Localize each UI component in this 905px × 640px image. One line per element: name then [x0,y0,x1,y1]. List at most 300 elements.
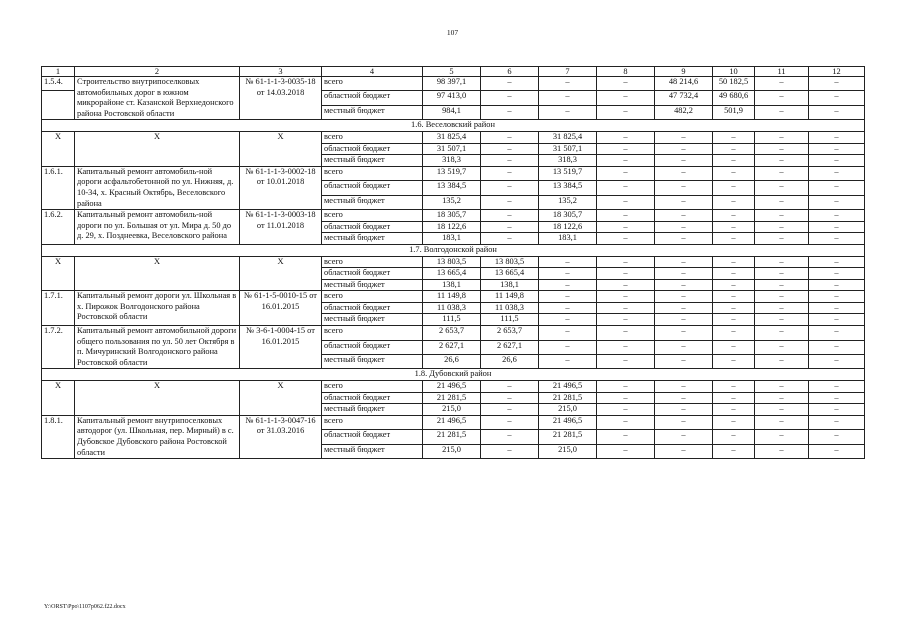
value-cell: 482,2 [655,105,713,119]
dash-cell: – [655,195,713,209]
value-cell: 13 803,5 [423,256,481,268]
value-cell: 21 496,5 [539,415,597,429]
dash-cell: – [539,77,597,91]
table-row [42,291,865,303]
budget-label: всего [322,256,423,268]
dash-cell: – [713,143,755,155]
dash-cell: – [755,210,809,222]
dash-cell: – [809,444,865,458]
value-cell: 21 281,5 [423,430,481,444]
dash-cell: – [539,291,597,303]
dash-cell: – [597,314,655,326]
dash-cell: – [655,291,713,303]
dash-cell: – [655,221,713,233]
dash-cell: – [755,314,809,326]
dash-cell: – [481,392,539,404]
dash-cell: – [755,131,809,143]
dash-cell: – [481,131,539,143]
dash-cell: – [481,430,539,444]
dash-cell: – [809,155,865,167]
expertise-doc: № 61-1-1-3-0003-18 от 11.01.2018 [240,210,322,245]
dash-cell: – [755,404,809,416]
col-header-11: 11 [755,67,809,77]
value-cell: 501,9 [713,105,755,119]
dash-cell: – [539,326,597,340]
dash-cell: – [809,131,865,143]
dash-cell: – [481,381,539,393]
budget-label: местный бюджет [322,105,423,119]
value-cell: 11 149,8 [481,291,539,303]
row-id: 1.6.1. [42,166,75,209]
col-header-5: 5 [423,67,481,77]
dash-cell: – [655,302,713,314]
section-header-row [42,369,865,381]
value-cell: 26,6 [423,354,481,368]
dash-cell: – [713,444,755,458]
value-cell: 135,2 [423,195,481,209]
value-cell: 98 397,1 [423,77,481,91]
expertise-doc: № 3-6-1-0004-15 от 16.01.2015 [240,326,322,369]
dash-cell: – [755,181,809,195]
row-id: 1.7.2. [42,326,75,369]
dash-cell: – [655,181,713,195]
value-cell: 2 627,1 [481,340,539,354]
expertise-doc: № 61-1-1-3-0002-18 от 10.01.2018 [240,166,322,209]
dash-cell: – [481,404,539,416]
dash-cell: – [809,181,865,195]
dash-cell: – [755,105,809,119]
value-cell: 13 519,7 [539,166,597,180]
budget-label: областной бюджет [322,143,423,155]
dash-cell: – [713,131,755,143]
dash-cell: – [539,302,597,314]
dash-cell: – [597,221,655,233]
dash-cell: – [809,256,865,268]
table-cell [42,91,75,105]
dash-cell: – [755,91,809,105]
budget-label: всего [322,291,423,303]
x-cell: Х [240,131,322,166]
budget-label: областной бюджет [322,268,423,280]
value-cell: 31 507,1 [539,143,597,155]
summary-row [42,381,865,393]
dash-cell: – [755,268,809,280]
section-title: 1.8. Дубовский район [42,369,865,381]
dash-cell: – [655,166,713,180]
value-cell: 21 281,5 [423,392,481,404]
row-id: 1.6.2. [42,210,75,245]
value-cell: 18 305,7 [423,210,481,222]
program-table [41,66,865,459]
dash-cell: – [597,326,655,340]
dash-cell: – [655,210,713,222]
section-header-row [42,244,865,256]
budget-label: областной бюджет [322,340,423,354]
budget-label: местный бюджет [322,404,423,416]
dash-cell: – [713,210,755,222]
value-cell: 13 665,4 [481,268,539,280]
dash-cell: – [809,291,865,303]
dash-cell: – [655,326,713,340]
dash-cell: – [597,210,655,222]
value-cell: 318,3 [539,155,597,167]
table-row [42,415,865,429]
dash-cell: – [597,340,655,354]
dash-cell: – [755,256,809,268]
dash-cell: – [755,430,809,444]
dash-cell: – [655,233,713,245]
value-cell: 11 038,3 [423,302,481,314]
row-id: 1.5.4. [42,77,75,91]
dash-cell: – [539,314,597,326]
x-cell: Х [75,131,240,166]
dash-cell: – [539,354,597,368]
value-cell: 47 732,4 [655,91,713,105]
budget-label: областной бюджет [322,430,423,444]
budget-label: областной бюджет [322,91,423,105]
value-cell: 21 281,5 [539,392,597,404]
dash-cell: – [755,77,809,91]
x-cell: Х [42,131,75,166]
dash-cell: – [809,314,865,326]
dash-cell: – [539,279,597,291]
budget-label: местный бюджет [322,444,423,458]
table-row [42,326,865,340]
dash-cell: – [755,444,809,458]
value-cell: 21 281,5 [539,430,597,444]
dash-cell: – [655,340,713,354]
dash-cell: – [481,143,539,155]
dash-cell: – [655,143,713,155]
value-cell: 111,5 [481,314,539,326]
dash-cell: – [713,166,755,180]
value-cell: 31 825,4 [539,131,597,143]
dash-cell: – [809,105,865,119]
dash-cell: – [597,131,655,143]
dash-cell: – [481,155,539,167]
dash-cell: – [809,430,865,444]
dash-cell: – [809,91,865,105]
dash-cell: – [713,302,755,314]
dash-cell: – [539,340,597,354]
value-cell: 984,1 [423,105,481,119]
col-header-10: 10 [713,67,755,77]
value-cell: 138,1 [423,279,481,291]
dash-cell: – [481,91,539,105]
col-header-2: 2 [75,67,240,77]
value-cell: 215,0 [423,404,481,416]
col-header-4: 4 [322,67,423,77]
section-title: 1.6. Веселовский район [42,120,865,132]
value-cell: 26,6 [481,354,539,368]
dash-cell: – [809,302,865,314]
col-header-8: 8 [597,67,655,77]
dash-cell: – [655,444,713,458]
dash-cell: – [597,155,655,167]
dash-cell: – [597,256,655,268]
dash-cell: – [755,143,809,155]
value-cell: 111,5 [423,314,481,326]
dash-cell: – [713,314,755,326]
dash-cell: – [755,354,809,368]
dash-cell: – [481,195,539,209]
dash-cell: – [597,166,655,180]
dash-cell: – [713,326,755,340]
dash-cell: – [755,302,809,314]
budget-label: областной бюджет [322,302,423,314]
dash-cell: – [755,155,809,167]
dash-cell: – [481,221,539,233]
budget-label: областной бюджет [322,221,423,233]
dash-cell: – [755,326,809,340]
budget-label: всего [322,77,423,91]
value-cell: 21 496,5 [539,381,597,393]
dash-cell: – [809,166,865,180]
value-cell: 183,1 [539,233,597,245]
column-header-row [42,67,865,77]
dash-cell: – [755,381,809,393]
value-cell: 97 413,0 [423,91,481,105]
dash-cell: – [597,233,655,245]
budget-label: местный бюджет [322,233,423,245]
dash-cell: – [655,381,713,393]
value-cell: 11 038,3 [481,302,539,314]
budget-label: местный бюджет [322,354,423,368]
dash-cell: – [809,404,865,416]
dash-cell: – [809,143,865,155]
dash-cell: – [713,291,755,303]
x-cell: Х [42,256,75,291]
dash-cell: – [713,354,755,368]
dash-cell: – [597,415,655,429]
dash-cell: – [597,291,655,303]
row-id: 1.8.1. [42,415,75,458]
summary-row [42,256,865,268]
dash-cell: – [597,430,655,444]
dash-cell: – [809,415,865,429]
dash-cell: – [713,279,755,291]
value-cell: 18 305,7 [539,210,597,222]
dash-cell: – [597,105,655,119]
dash-cell: – [481,105,539,119]
dash-cell: – [809,210,865,222]
dash-cell: – [713,404,755,416]
dash-cell: – [597,392,655,404]
value-cell: 13 384,5 [539,181,597,195]
value-cell: 135,2 [539,195,597,209]
dash-cell: – [655,268,713,280]
value-cell: 11 149,8 [423,291,481,303]
dash-cell: – [481,181,539,195]
col-header-6: 6 [481,67,539,77]
dash-cell: – [809,279,865,291]
dash-cell: – [539,91,597,105]
dash-cell: – [655,256,713,268]
dash-cell: – [655,354,713,368]
value-cell: 2 653,7 [423,326,481,340]
budget-label: всего [322,326,423,340]
x-cell: Х [240,381,322,416]
value-cell: 48 214,6 [655,77,713,91]
dash-cell: – [655,415,713,429]
project-name: Капитальный ремонт внутрипоселковых автодорог (ул. Школьная, пер. Мирный) в с. Дубовское Дубовского района Ростовской области [75,415,240,458]
table-row [42,210,865,222]
dash-cell: – [809,392,865,404]
budget-label: всего [322,131,423,143]
value-cell: 13 803,5 [481,256,539,268]
project-name: Капитальный ремонт автомобиль-ной дороги асфальтобетонной по ул. Нижняя, д. 10-34, х. Красный Октябрь, Веселовского района [75,166,240,209]
value-cell: 31 825,4 [423,131,481,143]
value-cell: 215,0 [539,444,597,458]
dash-cell: – [597,302,655,314]
value-cell: 13 519,7 [423,166,481,180]
dash-cell: – [655,392,713,404]
value-cell: 49 680,6 [713,91,755,105]
dash-cell: – [481,415,539,429]
dash-cell: – [539,256,597,268]
page-number: 107 [446,28,459,37]
dash-cell: – [713,268,755,280]
footer-file-path: Y:\ORST\Ppo\1107p062.f22.docx [44,604,126,610]
expertise-doc: № 61-1-5-0010-15 от 16.01.2015 [240,291,322,326]
dash-cell: – [755,291,809,303]
budget-label: всего [322,415,423,429]
x-cell: Х [240,256,322,291]
table-cell [42,105,75,119]
project-name: Капитальный ремонт автомобиль-ной дороги по ул. Большая от ул. Мира д. 50 до д. 29, х. Позднеевка, Веселовского района [75,210,240,245]
value-cell: 50 182,5 [713,77,755,91]
dash-cell: – [755,166,809,180]
budget-label: областной бюджет [322,392,423,404]
dash-cell: – [597,181,655,195]
dash-cell: – [481,77,539,91]
dash-cell: – [713,430,755,444]
dash-cell: – [597,268,655,280]
dash-cell: – [655,131,713,143]
dash-cell: – [481,166,539,180]
dash-cell: – [539,268,597,280]
value-cell: 2 653,7 [481,326,539,340]
summary-row [42,131,865,143]
dash-cell: – [713,340,755,354]
dash-cell: – [597,444,655,458]
dash-cell: – [597,381,655,393]
col-header-7: 7 [539,67,597,77]
value-cell: 21 496,5 [423,415,481,429]
value-cell: 21 496,5 [423,381,481,393]
dash-cell: – [809,326,865,340]
dash-cell: – [655,404,713,416]
project-name: Капитальный ремонт автомобильной дороги общего пользования по ул. 50 лет Октября в п. Мичуринский Волгодонского района Ростовской области [75,326,240,369]
dash-cell: – [809,77,865,91]
dash-cell: – [655,430,713,444]
dash-cell: – [597,404,655,416]
dash-cell: – [809,354,865,368]
project-name: Строительство внутрипоселковых автомобильных дорог в южном микрорайоне ст. Казанской Верхнедонского района Ростовской области [75,77,240,120]
dash-cell: – [481,233,539,245]
dash-cell: – [539,105,597,119]
budget-label: всего [322,381,423,393]
dash-cell: – [713,195,755,209]
dash-cell: – [755,195,809,209]
dash-cell: – [809,268,865,280]
dash-cell: – [481,210,539,222]
dash-cell: – [713,415,755,429]
dash-cell: – [481,444,539,458]
budget-label: всего [322,166,423,180]
dash-cell: – [809,221,865,233]
value-cell: 18 122,6 [539,221,597,233]
budget-label: местный бюджет [322,155,423,167]
value-cell: 138,1 [481,279,539,291]
dash-cell: – [655,314,713,326]
dash-cell: – [809,381,865,393]
dash-cell: – [755,415,809,429]
dash-cell: – [713,381,755,393]
col-header-9: 9 [655,67,713,77]
col-header-12: 12 [809,67,865,77]
value-cell: 2 627,1 [423,340,481,354]
dash-cell: – [713,392,755,404]
dash-cell: – [597,91,655,105]
dash-cell: – [597,195,655,209]
x-cell: Х [75,381,240,416]
dash-cell: – [597,143,655,155]
dash-cell: – [655,155,713,167]
dash-cell: – [713,181,755,195]
dash-cell: – [755,221,809,233]
x-cell: Х [75,256,240,291]
dash-cell: – [809,233,865,245]
dash-cell: – [755,233,809,245]
budget-label: местный бюджет [322,195,423,209]
budget-label: всего [322,210,423,222]
dash-cell: – [755,392,809,404]
budget-label: местный бюджет [322,314,423,326]
value-cell: 18 122,6 [423,221,481,233]
value-cell: 13 665,4 [423,268,481,280]
value-cell: 318,3 [423,155,481,167]
x-cell: Х [42,381,75,416]
dash-cell: – [809,340,865,354]
dash-cell: – [597,279,655,291]
value-cell: 183,1 [423,233,481,245]
expertise-doc: № 61-1-1-3-0047-16 от 31.03.2016 [240,415,322,458]
dash-cell: – [713,155,755,167]
dash-cell: – [597,354,655,368]
dash-cell: – [655,279,713,291]
dash-cell: – [755,279,809,291]
expertise-doc: № 61-1-1-3-0035-18 от 14.03.2018 [240,77,322,120]
dash-cell: – [713,256,755,268]
project-name: Капитальный ремонт дороги ул. Школьная в х. Пирожок Волгодонского района Ростовской области [75,291,240,326]
value-cell: 13 384,5 [423,181,481,195]
value-cell: 215,0 [423,444,481,458]
section-header-row [42,120,865,132]
value-cell: 215,0 [539,404,597,416]
table-row [42,166,865,180]
dash-cell: – [713,221,755,233]
col-header-1: 1 [42,67,75,77]
budget-label: местный бюджет [322,279,423,291]
dash-cell: – [809,195,865,209]
row-id: 1.7.1. [42,291,75,326]
dash-cell: – [713,233,755,245]
dash-cell: – [755,340,809,354]
section-title: 1.7. Волгодонской район [42,244,865,256]
table-row [42,77,865,91]
dash-cell: – [597,77,655,91]
